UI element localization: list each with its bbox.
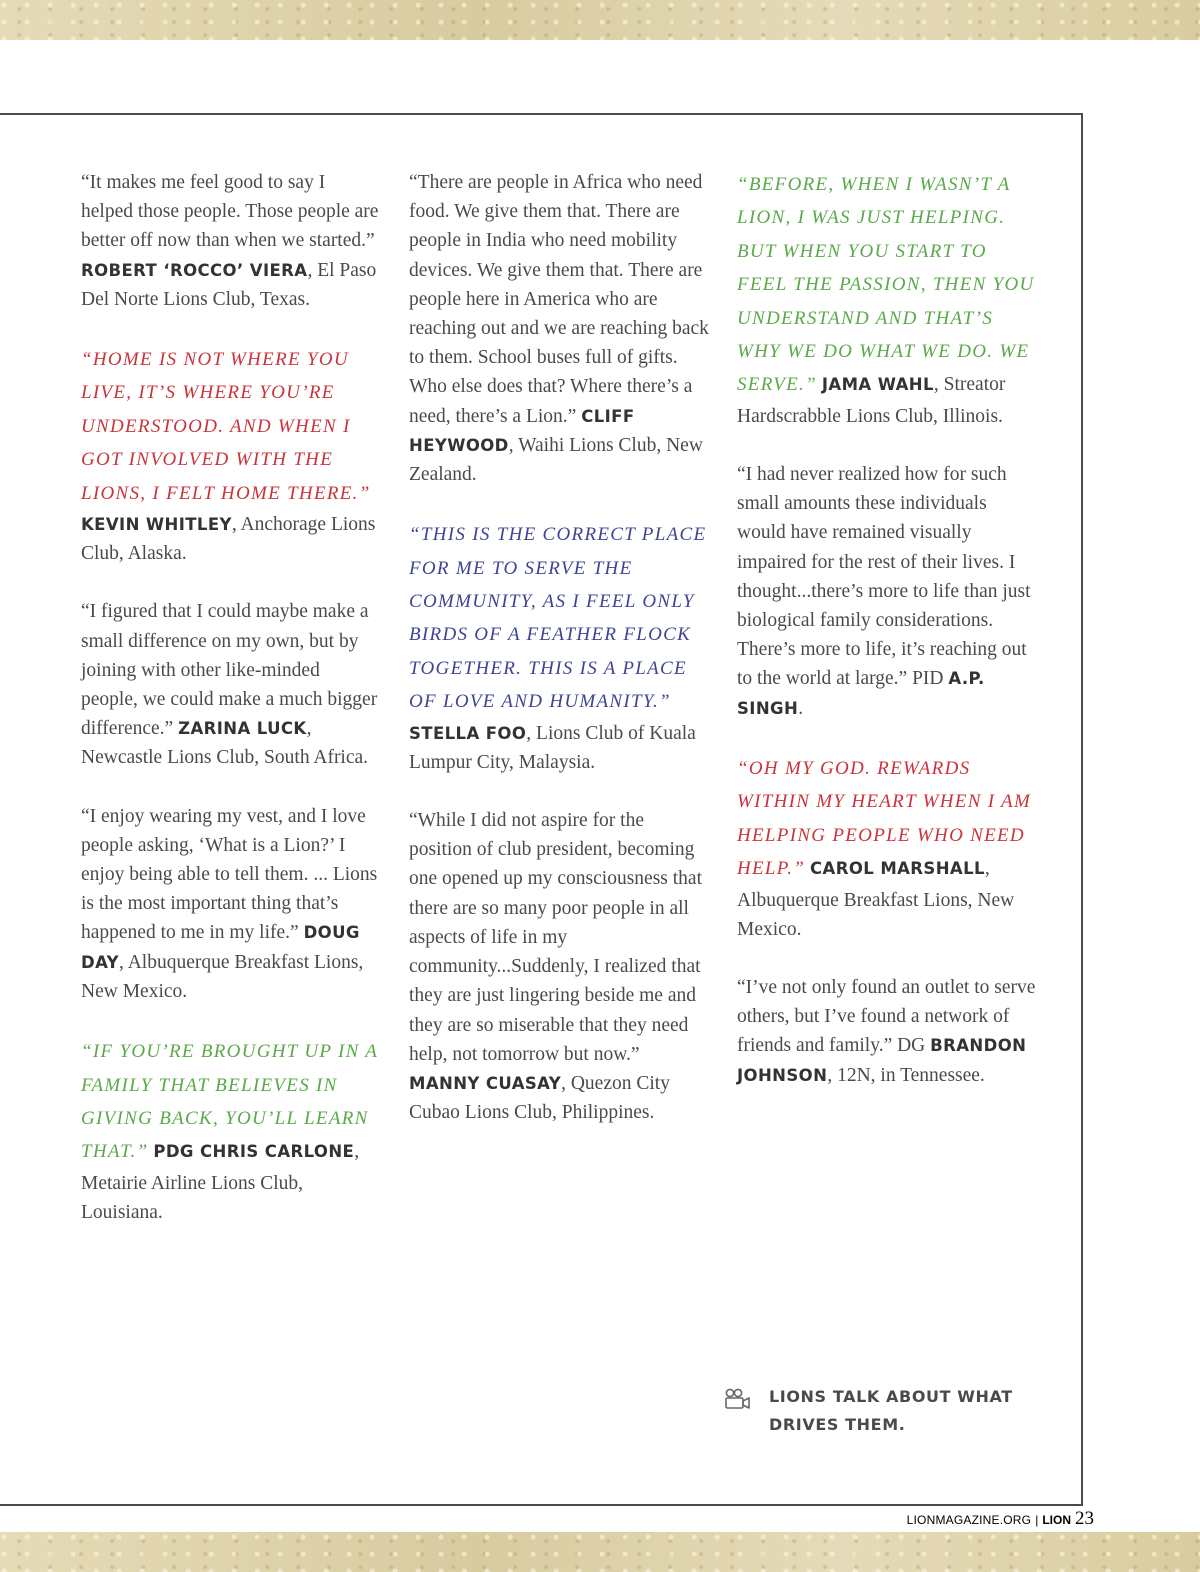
page-number: 23 (1075, 1508, 1094, 1529)
speaker-affiliation: , Quezon City Cubao Lions Club, Philippines. (409, 1072, 670, 1124)
testimonial-whitley (81, 343, 381, 568)
testimonial-marshall (737, 752, 1037, 944)
speaker-name: CLIFF HEYWOOD (409, 406, 635, 455)
speaker-name: STELLA FOO (409, 723, 527, 743)
quote-text: “I enjoy wearing my vest, and I love people asking, ‘What is a Lion?’ I enjoy being able to tell them. ... Lions is the most important thing that’s happened to me in my life.” (81, 805, 378, 944)
testimonial-day (81, 802, 381, 1006)
testimonial-foo (409, 518, 709, 777)
quote-text: “I’ve not only found an outlet to serve others, but I’ve found a network of friends and family.” DG (737, 976, 1036, 1057)
speaker-affiliation: , El Paso Del Norte Lions Club, Texas. (81, 259, 377, 310)
footer-site-url: LIONMAGAZINE.ORG (906, 1513, 1032, 1527)
speaker-affiliation: , Newcastle Lions Club, South Africa. (81, 718, 369, 769)
testimonial-luck (81, 597, 381, 772)
speaker-affiliation: , Waihi Lions Club, New Zealand. (409, 434, 703, 486)
pull-quote-text: “OH MY GOD. REWARDS WITHIN MY HEART WHEN I AM HELPING PEOPLE WHO NEED HELP.” (737, 757, 1032, 880)
speaker-affiliation: , Lions Club of Kuala Lumpur City, Malaysia. (409, 722, 696, 773)
testimonial-wahl (737, 168, 1037, 431)
speaker-affiliation: , Metairie Airline Lions Club, Louisiana. (81, 1141, 360, 1223)
testimonial-singh (737, 460, 1037, 723)
testimonial-johnson (737, 973, 1037, 1090)
speaker-name: PDG CHRIS CARLONE (153, 1142, 355, 1162)
quote-text: “I figured that I could maybe make a small difference on my own, but by joining with other like-minded people, we could make a much bigger difference.” (81, 601, 378, 740)
pull-quote-text: “THIS IS THE CORRECT PLACE FOR ME TO SERVE THE COMMUNITY, AS I FEEL ONLY BIRDS OF A FEATHER FLOCK TOGETHER. THIS IS A PLACE OF LOVE AND HUMANITY.” (409, 524, 707, 713)
quote-text: “While I did not aspire for the position of club president, becoming one opened up my consciousness that there are so many poor people in all aspects of life in my community...Suddenly, I realized that they are just lingering beside me and they are so miserable that they need help, not tomorrow but now.” (409, 810, 702, 1065)
video-link-label[interactable]: LIONS TALK ABOUT WHAT DRIVES THEM. (769, 1387, 1013, 1434)
speaker-name: A.P. SINGH (737, 669, 985, 718)
footer-separator: | (1035, 1513, 1039, 1527)
speaker-name: ZARINA LUCK (178, 719, 307, 739)
speaker-affiliation: , 12N, in Tennessee. (827, 1064, 985, 1086)
speaker-name: BRANDON JOHNSON (737, 1036, 1027, 1085)
column-2 (409, 168, 709, 1156)
column-1 (81, 168, 381, 1256)
pull-quote-text: “HOME IS NOT WHERE YOU LIVE, IT’S WHERE YOU’RE UNDERSTOOD. AND WHEN I GOT INVOLVED WITH THE LIONS, I FELT HOME THERE.” (81, 349, 371, 504)
testimonial-viera (81, 168, 381, 314)
speaker-affiliation: , Albuquerque Breakfast Lions, New Mexico. (81, 951, 364, 1002)
speaker-name: KEVIN WHITLEY (81, 515, 232, 535)
speaker-affiliation: , Anchorage Lions Club, Alaska. (81, 514, 376, 565)
speaker-name: DOUG DAY (81, 923, 360, 972)
decorative-top-band (0, 0, 1200, 40)
pull-quote-text: “BEFORE, WHEN I WASN’T A LION, I WAS JUST HELPING. BUT WHEN YOU START TO FEEL THE PASSION, THEN YOU UNDERSTAND AND THAT’S WHY WE DO WHAT WE DO. WE SERVE.” (737, 174, 1035, 396)
quote-text: “There are people in Africa who need food. We give them that. There are people in India who need mobility devices. We give them that. There are people here in America who are reaching out and we are reaching back to them. School buses full of gifts. Who else does that? Where there’s a need, there’s a Lion.” (409, 172, 709, 427)
video-camera-icon (724, 1388, 752, 1410)
column-3 (737, 168, 1037, 1119)
decorative-bottom-band (0, 1532, 1200, 1572)
speaker-affiliation: , Albuquerque Breakfast Lions, New Mexico. (737, 858, 1015, 940)
quote-text: “I had never realized how for such small amounts these individuals would have remained visually impaired for the rest of their lives. I thought...there’s more to life than just biological family considerations. There’s more to life, it’s reaching out to the world at large.” PID (737, 464, 1031, 690)
testimonial-cuasay (409, 806, 709, 1127)
pull-quote-text: “IF YOU’RE BROUGHT UP IN A FAMILY THAT BELIEVES IN GIVING BACK, YOU’LL LEARN THAT.” (81, 1041, 378, 1163)
testimonial-heywood (409, 168, 709, 489)
speaker-name: ROBERT ‘ROCCO’ VIERA (81, 260, 308, 280)
footer-magazine-name: LION (1042, 1513, 1071, 1527)
speaker-name: CAROL MARSHALL (810, 859, 985, 879)
quote-text: “It makes me feel good to say I helped those people. Those people are better off now than when we started.” (81, 172, 379, 252)
speaker-name: MANNY CUASAY (409, 1073, 562, 1093)
page-footer (907, 1508, 1094, 1530)
testimonial-carlone (81, 1035, 381, 1227)
speaker-name: JAMA WAHL (821, 375, 934, 395)
speaker-affiliation: , Streator Hardscrabble Lions Club, Illinois. (737, 374, 1006, 427)
speaker-affiliation: . (798, 697, 804, 719)
